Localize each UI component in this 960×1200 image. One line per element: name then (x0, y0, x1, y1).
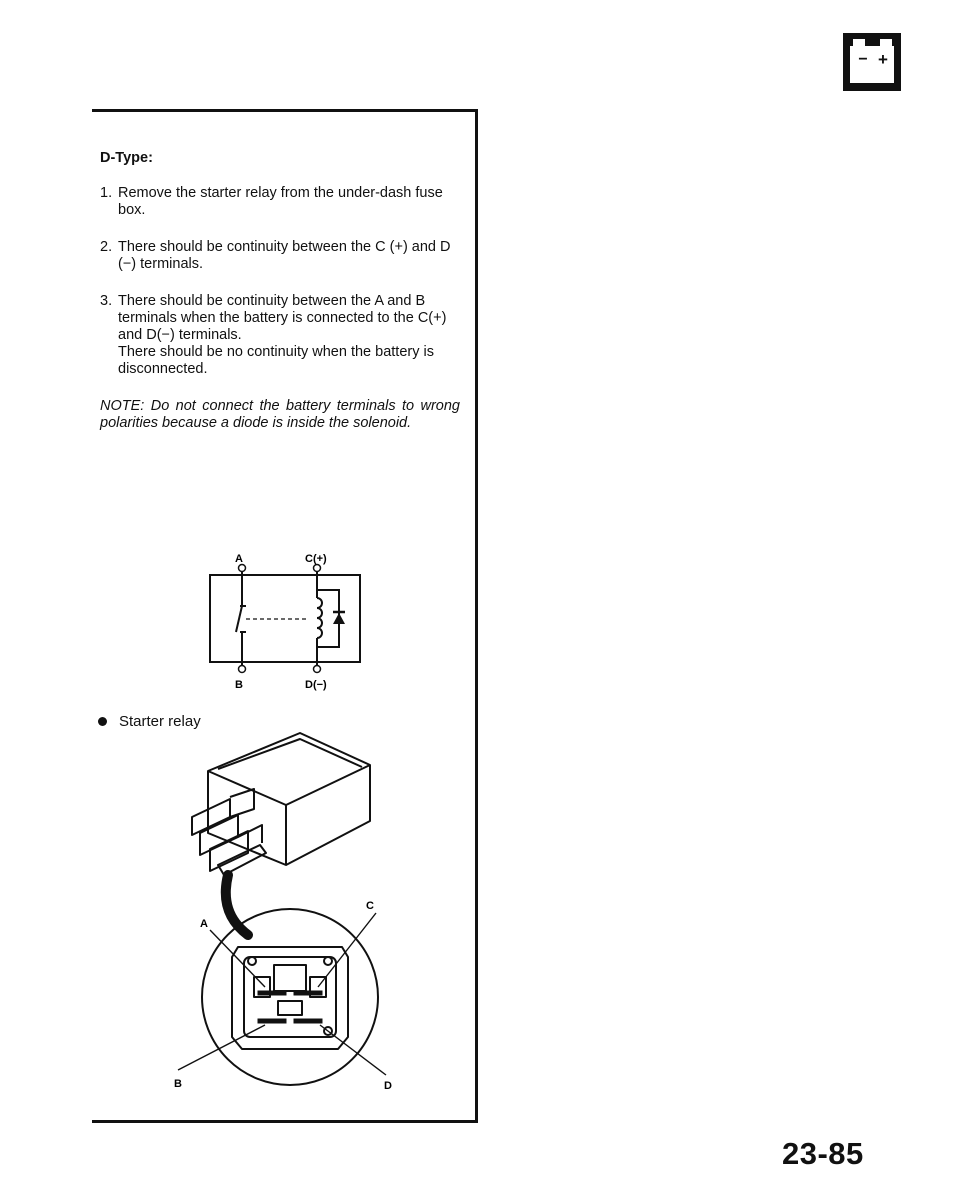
relay-caption-text: Starter relay (119, 713, 201, 730)
step-2 (100, 239, 460, 273)
step-3 (100, 293, 460, 378)
step-paragraph: There should be continuity between the A and B terminals when the battery is connected to the C(+) and D(−) terminals. (118, 293, 447, 343)
schematic-label-d: D(−) (305, 679, 327, 691)
terminal-c-dot (314, 565, 321, 572)
page-number: 23-85 (782, 1136, 864, 1171)
relay-body (208, 733, 370, 865)
frame-top-rule (92, 109, 478, 112)
step-text (118, 239, 460, 273)
bullet-icon (98, 717, 107, 726)
procedure-section (100, 150, 460, 432)
terminal-b-dot (239, 666, 246, 673)
schematic-label-a: A (235, 553, 243, 565)
terminal-d-dot (314, 666, 321, 673)
battery-plus-label: + (878, 50, 888, 69)
relay-label-a: A (200, 918, 208, 930)
step-number: 1. (100, 185, 113, 201)
battery-icon (843, 33, 901, 91)
schematic-label-c: C(+) (305, 553, 327, 565)
connector-detail-circle (202, 909, 378, 1085)
step-text (118, 185, 460, 219)
schematic-label-b: B (235, 679, 243, 691)
note-block (100, 398, 460, 432)
diode-symbol (333, 613, 345, 624)
terminal-a-dot (239, 565, 246, 572)
note-text: Do not connect the battery terminals to wrong polarities because a diode is inside the solenoid. (100, 398, 460, 431)
step-1 (100, 185, 460, 219)
relay-label-b: B (174, 1078, 182, 1090)
starter-relay-illustration (170, 725, 400, 1105)
frame-right-rule (475, 109, 478, 1123)
relay-label-d: D (384, 1080, 392, 1092)
step-number: 3. (100, 293, 113, 309)
step-paragraph: Remove the starter relay from the under-dash fuse box. (118, 185, 443, 218)
section-title: D-Type: (100, 150, 153, 166)
battery-minus-label: − (858, 51, 868, 68)
step-number: 2. (100, 239, 113, 255)
step-text (118, 293, 460, 378)
step-paragraph: There should be continuity between the C (+) and D (−) terminals. (118, 239, 451, 272)
frame-bottom-rule (92, 1120, 478, 1123)
relay-label-c: C (366, 900, 374, 912)
note-label: NOTE: (100, 398, 145, 414)
step-paragraph-2: There should be no continuity when the battery is disconnected. (118, 344, 434, 377)
relay-schematic-diagram (195, 548, 375, 698)
